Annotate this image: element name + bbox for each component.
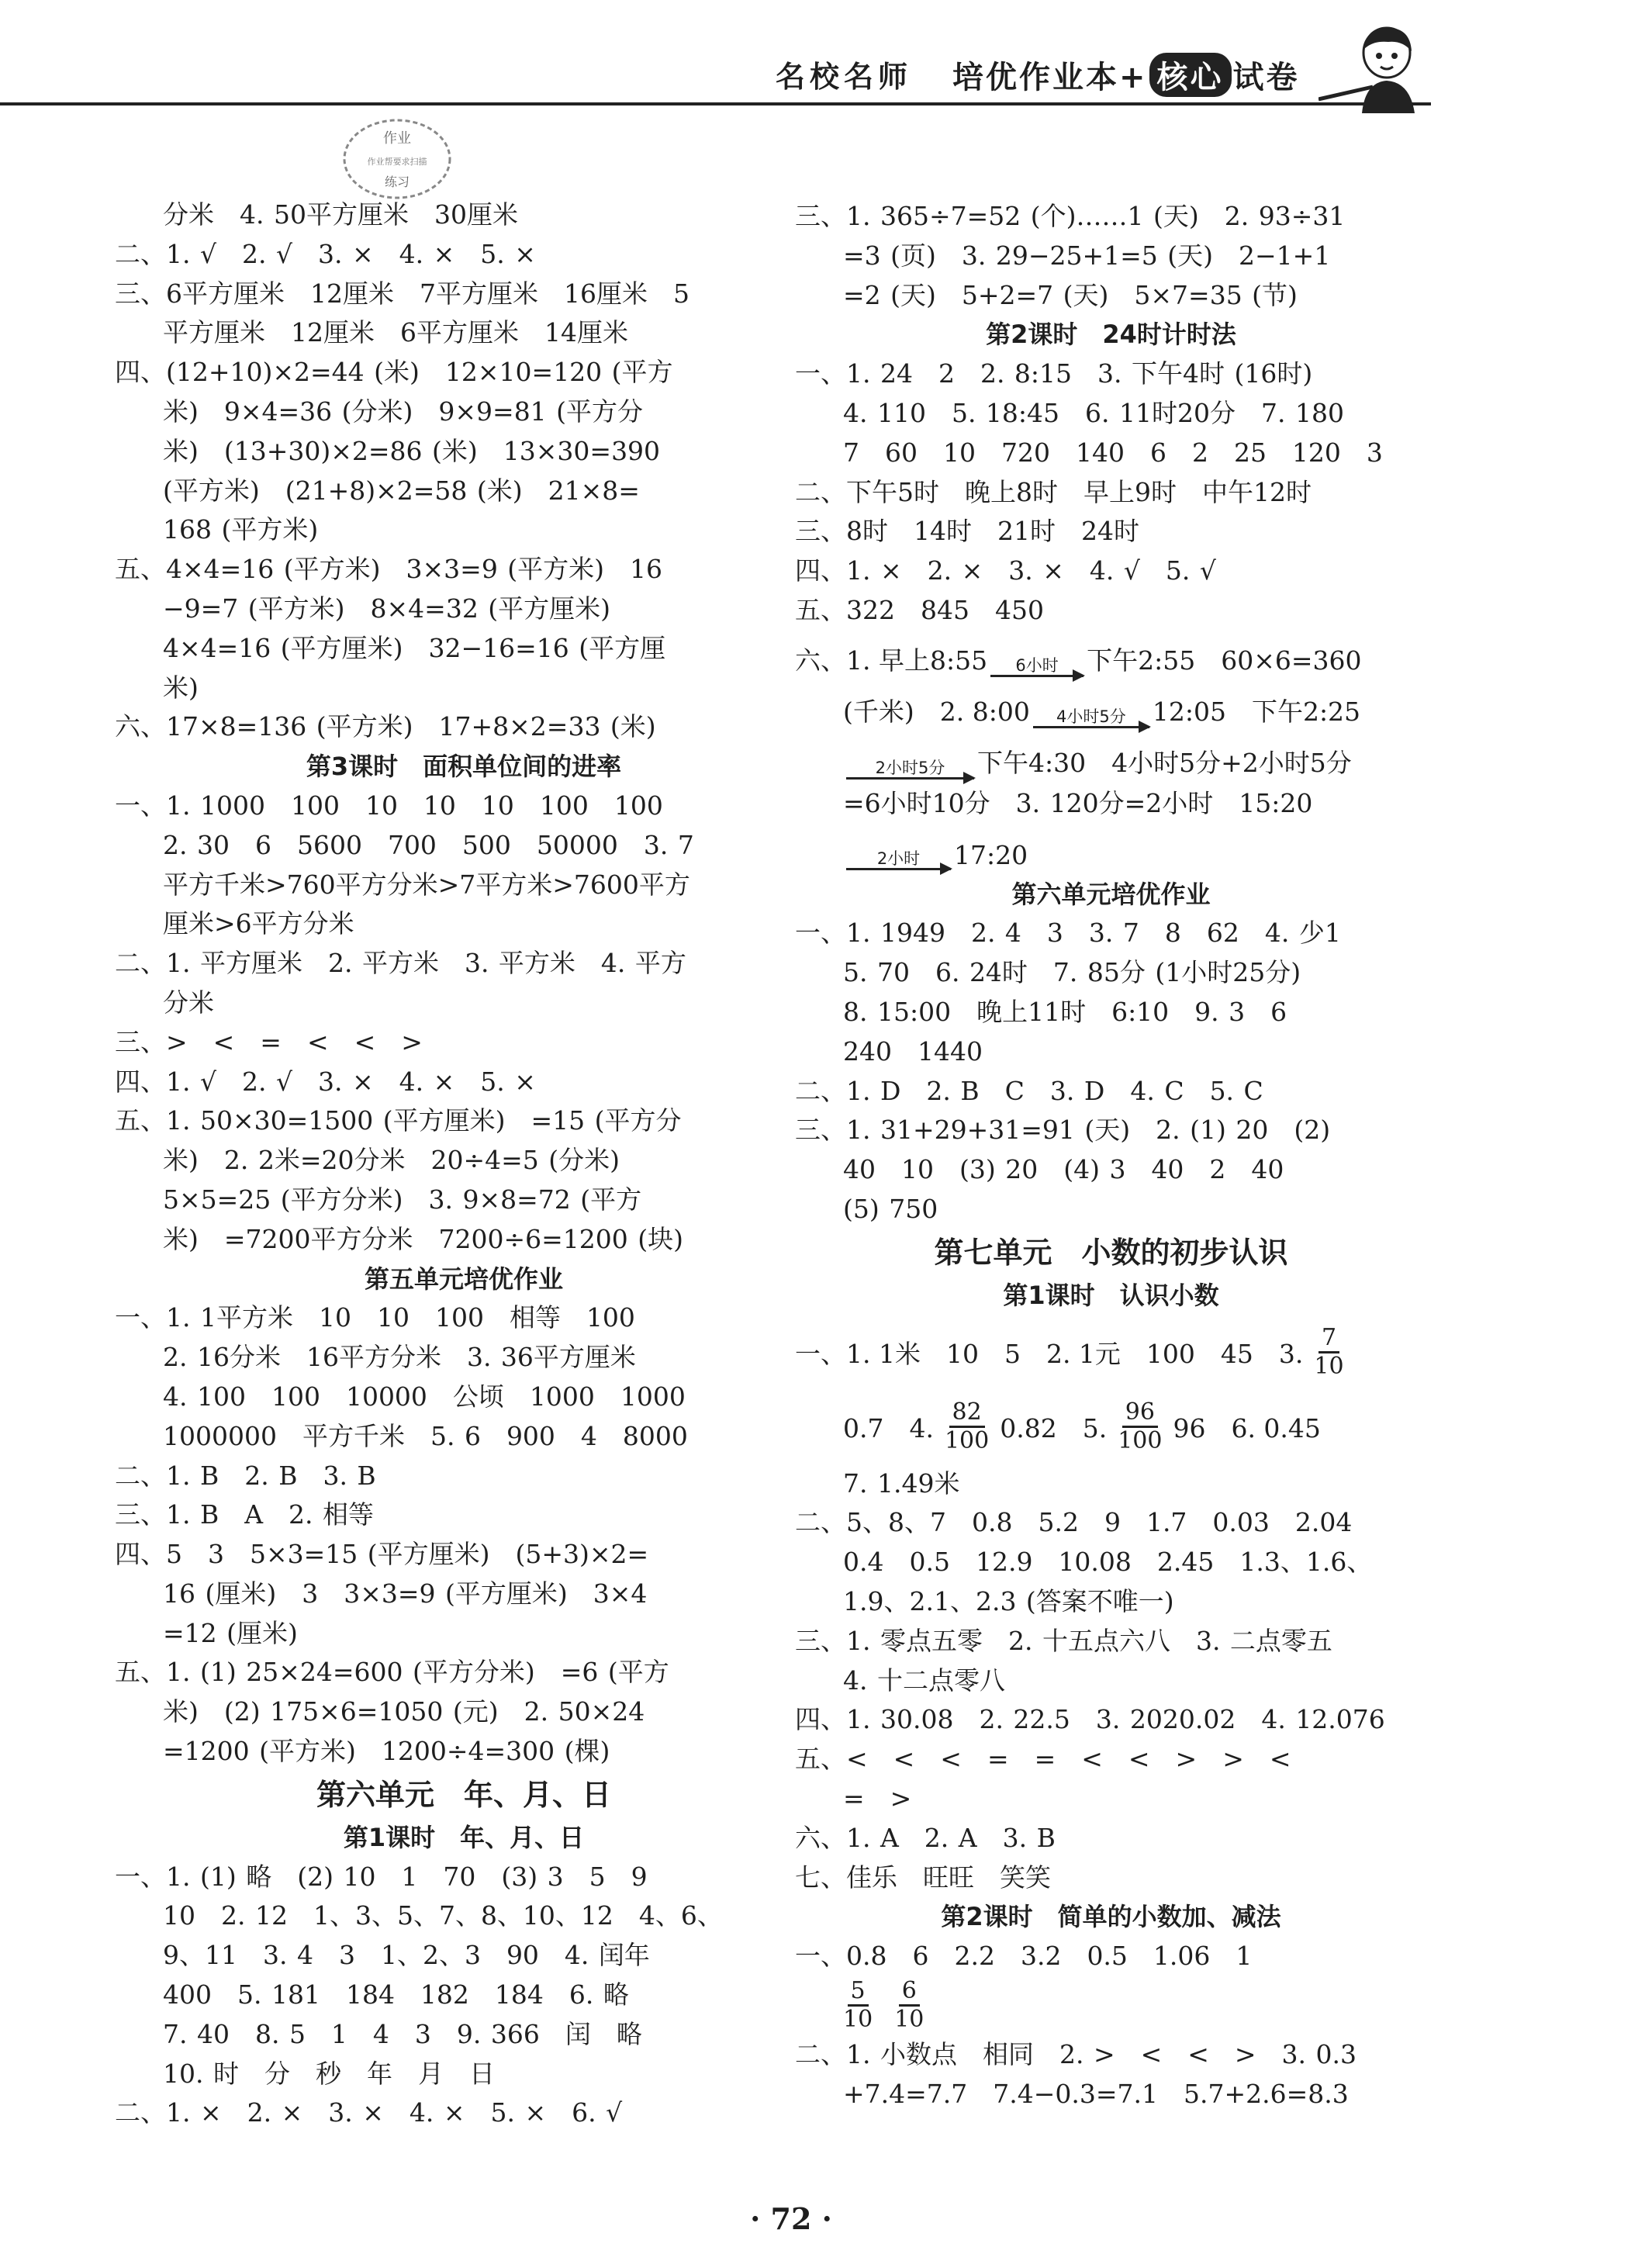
answer-text: 17:20 <box>954 839 1028 870</box>
fraction <box>843 1978 873 2033</box>
answer-line: 168 (平方米) <box>163 514 319 545</box>
answer-text: (千米) 2. 8:00 <box>843 696 1030 727</box>
answer-line: 7. 1.49米 <box>843 1468 960 1499</box>
answer-line: 一、1. 1000 100 10 10 10 100 100 <box>115 790 663 821</box>
answer-line: 10 2. 12 1、3、5、7、8、10、12 4、6、 <box>163 1900 723 1931</box>
answer-line: 六、17×8=136 (平方米) 17+8×2=33 (米) <box>115 711 656 742</box>
answer-line: 平方千米>760平方分米>7平方米>7600平方 <box>163 869 690 900</box>
answer-line: 二、1. 小数点 相同 2. > < < > 3. 0.3 <box>795 2038 1357 2069</box>
answer-line: 四、1. 30.08 2. 22.5 3. 2020.02 4. 12.076 <box>795 1704 1385 1735</box>
fraction-numerator: 7 <box>1318 1325 1339 1353</box>
section-heading: 第1课时 年、月、日 <box>343 1822 585 1852</box>
answer-text: 下午2:55 60×6=360 <box>1087 645 1362 676</box>
answer-line: =6小时10分 3. 120分=2小时 15:20 <box>843 787 1313 818</box>
answer-line: 五、< < < = = < < > > < <box>795 1744 1291 1775</box>
answer-line: =2 (天) 5+2=7 (天) 5×7=35 (节) <box>843 279 1298 310</box>
header-brand: 名校名师 <box>776 60 913 94</box>
answer-line <box>795 733 1427 784</box>
stamp-line1: 作业 <box>383 130 411 147</box>
answer-line: 三、1. 31+29+31=91 (天) 2. (1) 20 (2) <box>795 1115 1331 1146</box>
answer-line: 二、下午5时 晚上8时 早上9时 中午12时 <box>795 476 1312 507</box>
answer-line: 二、1. D 2. B C 3. D 4. C 5. C <box>795 1075 1263 1106</box>
answer-line: 400 5. 181 184 182 184 6. 略 <box>163 1979 629 2010</box>
answer-line: 10. 时 分 秒 年 月 日 <box>163 2058 495 2089</box>
answer-line: 二、5、8、7 0.8 5.2 9 1.7 0.03 2.04 <box>795 1507 1353 1538</box>
arrow-icon <box>1033 707 1149 728</box>
answer-line: 二、1. B 2. B 3. B <box>115 1460 376 1491</box>
answer-line: 米) =7200平方分米 7200÷6=1200 (块) <box>163 1223 684 1254</box>
answer-line: 三、1. 365÷7=52 (个)……1 (天) 2. 93÷31 <box>795 201 1346 231</box>
arrow-icon <box>990 656 1083 677</box>
answer-line: 四、5 3 5×3=15 (平方厘米) (5+3)×2= <box>115 1539 649 1570</box>
answer-text: 0.7 4. <box>843 1413 934 1444</box>
answer-line: 4. 100 100 10000 公顷 1000 1000 <box>163 1381 686 1412</box>
fraction <box>894 1978 924 2033</box>
answer-text: 下午4:30 4小时5分+2小时5分 <box>977 747 1352 778</box>
arrow-label: 6小时 <box>1015 655 1059 675</box>
answer-line: 16 (厘米) 3 3×3=9 (平方厘米) 3×4 <box>163 1578 648 1609</box>
answer-line: 二、1. √ 2. √ 3. × 4. × 5. × <box>115 238 536 269</box>
arrow-label: 4小时5分 <box>1056 707 1126 726</box>
answer-line: 二、1. 平方厘米 2. 平方米 3. 平方米 4. 平方 <box>115 948 686 979</box>
page-number: · 72 · <box>750 2201 832 2236</box>
answer-line: 三、8时 14时 21时 24时 <box>795 516 1139 547</box>
fraction-denominator: 10 <box>843 2006 873 2034</box>
answer-line: 一、1. 1平方米 10 10 100 相等 100 <box>115 1302 635 1333</box>
answer-line: 四、1. × 2. × 3. × 4. √ 5. √ <box>795 555 1216 586</box>
answer-line: 5×5=25 (平方分米) 3. 9×8=72 (平方 <box>163 1184 642 1215</box>
answer-line: (5) 750 <box>843 1193 938 1224</box>
answer-line: 三、6平方厘米 12厘米 7平方厘米 16厘米 5 <box>115 278 689 309</box>
answer-line <box>795 682 1427 733</box>
answer-line: = > <box>843 1782 912 1813</box>
section-heading: 第2课时 简单的小数加、减法 <box>941 1902 1281 1932</box>
answer-line <box>795 1315 1427 1390</box>
arrow-label: 2小时5分 <box>875 758 945 777</box>
arrow-shaft <box>846 777 974 780</box>
answer-line: 三、1. B A 2. 相等 <box>115 1499 375 1530</box>
answer-line: 240 1440 <box>843 1035 983 1067</box>
answer-line: 五、322 845 450 <box>795 594 1044 625</box>
answer-line: 8. 15:00 晚上11时 6:10 9. 3 6 <box>843 996 1287 1027</box>
answer-line: 7. 40 8. 5 1 4 3 9. 366 闰 略 <box>163 2018 642 2049</box>
header-title-pre: 培优作业本+ <box>952 60 1148 95</box>
answer-line: 三、1. 零点五零 2. 十五点六八 3. 二点零五 <box>795 1625 1332 1656</box>
fraction-denominator: 10 <box>1314 1353 1344 1381</box>
answer-line: 7 60 10 720 140 6 2 25 120 3 <box>843 437 1383 468</box>
answer-line: 四、(12+10)×2=44 (米) 12×10=120 (平方 <box>115 357 673 388</box>
arrow-shaft <box>990 675 1083 677</box>
fraction-numerator: 96 <box>1122 1399 1158 1428</box>
answer-line: 平方厘米 12厘米 6平方厘米 14厘米 <box>163 317 628 348</box>
answer-line: 4. 十二点零八 <box>843 1665 1005 1696</box>
fraction-numerator: 82 <box>949 1399 985 1428</box>
answer-line: 五、4×4=16 (平方米) 3×3=9 (平方米) 16 <box>115 554 663 585</box>
answer-line: 五、1. (1) 25×24=600 (平方分米) =6 (平方 <box>115 1657 669 1688</box>
header-rule <box>0 102 1431 105</box>
unit-heading: 第七单元 小数的初步认识 <box>934 1235 1288 1270</box>
fraction <box>1118 1399 1162 1454</box>
answer-text: 0.82 5. <box>1000 1413 1108 1444</box>
answer-line: 一、0.8 6 2.2 3.2 0.5 1.06 1 <box>795 1941 1253 1972</box>
answer-line: 分米 4. 50平方厘米 30厘米 <box>163 199 518 230</box>
answer-line: +7.4=7.7 7.4−0.3=7.1 5.7+2.6=8.3 <box>843 2078 1349 2109</box>
unit-heading: 第六单元 年、月、日 <box>316 1777 611 1812</box>
answer-line <box>795 1976 1427 2035</box>
answer-line: 三、> < = < < > <box>115 1026 423 1057</box>
homework-stamp <box>340 115 454 204</box>
answer-line: −9=7 (平方米) 8×4=32 (平方厘米) <box>163 593 611 624</box>
answer-line: 七、佳乐 旺旺 笑笑 <box>795 1862 1051 1893</box>
fraction-numerator: 5 <box>848 1978 869 2007</box>
answer-line: 1000000 平方千米 5. 6 900 4 8000 <box>163 1420 688 1451</box>
answer-line: 2. 30 6 5600 700 500 50000 3. 7 <box>163 829 694 860</box>
answer-line: 一、1. 24 2 2. 8:15 3. 下午4时 (16时) <box>795 358 1313 389</box>
answer-line: 六、1. A 2. A 3. B <box>795 1822 1056 1853</box>
arrow-shaft <box>1033 726 1149 728</box>
stamp-line2: 作业帮要求扫描 <box>367 157 427 167</box>
answer-line: 四、1. √ 2. √ 3. × 4. × 5. × <box>115 1066 536 1097</box>
answer-line: =3 (页) 3. 29−25+1=5 (天) 2−1+1 <box>843 240 1331 271</box>
answer-line: 米) 9×4=36 (分米) 9×9=81 (平方分 <box>163 396 644 427</box>
arrow-icon <box>846 849 951 870</box>
arrow-icon <box>846 759 974 780</box>
answer-line: 二、1. × 2. × 3. × 4. × 5. × 6. √ <box>115 2097 623 2128</box>
left-column <box>115 195 813 2133</box>
answer-line <box>795 824 1427 875</box>
answer-line <box>795 631 1427 682</box>
arrow-shaft <box>846 868 951 870</box>
answer-line: 5. 70 6. 24时 7. 85分 (1小时25分) <box>843 957 1301 988</box>
answer-text: 六、1. 早上8:55 <box>795 645 988 676</box>
arrow-label: 2小时 <box>876 849 921 868</box>
answer-line: 9、11 3. 4 3 1、2、3 90 4. 闰年 <box>163 1940 650 1971</box>
section-heading: 第3课时 面积单位间的进率 <box>306 752 622 782</box>
answer-line: 40 10 (3) 20 (4) 3 40 2 40 <box>843 1154 1284 1185</box>
fraction <box>945 1399 989 1454</box>
answer-line: 米) 2. 2米=20分米 20÷4=5 (分米) <box>163 1145 620 1176</box>
section-heading: 第六单元培优作业 <box>1011 879 1211 909</box>
answer-line: 1.9、2.1、2.3 (答案不唯一) <box>843 1585 1174 1616</box>
answer-line: 4. 110 5. 18:45 6. 11时20分 7. 180 <box>843 397 1344 428</box>
answer-line: =12 (厘米) <box>163 1617 298 1648</box>
answer-line: 米) <box>163 672 199 703</box>
header-title-post: 试卷 <box>1232 60 1300 95</box>
answer-line: 2. 16分米 16平方分米 3. 36平方厘米 <box>163 1342 636 1373</box>
answer-line: 米) (13+30)×2=86 (米) 13×30=390 <box>163 435 661 466</box>
answer-line: 分米 <box>163 987 214 1018</box>
right-column <box>795 197 1427 2114</box>
answer-line: 4×4=16 (平方厘米) 32−16=16 (平方厘 <box>163 632 666 663</box>
answer-line: (平方米) (21+8)×2=58 (米) 21×8= <box>163 475 640 506</box>
answer-line: 厘米>6平方分米 <box>163 908 354 939</box>
teacher-figure-icon <box>1318 22 1443 115</box>
fraction <box>1314 1325 1343 1380</box>
answer-line: 一、1. 1949 2. 4 3 3. 7 8 62 4. 少1 <box>795 918 1341 949</box>
section-heading: 第五单元培优作业 <box>364 1264 563 1294</box>
answer-line: =1200 (平方米) 1200÷4=300 (棵) <box>163 1736 610 1767</box>
header-title <box>952 53 1300 97</box>
answer-text: 一、1. 1米 10 5 2. 1元 100 45 3. <box>795 1339 1304 1370</box>
fraction-denominator: 100 <box>1118 1427 1163 1455</box>
fraction-denominator: 100 <box>944 1427 990 1455</box>
answer-line: 米) (2) 175×6=1050 (元) 2. 50×24 <box>163 1696 645 1727</box>
answer-line: 一、1. (1) 略 (2) 10 1 70 (3) 3 5 9 <box>115 1861 648 1892</box>
answer-line: 五、1. 50×30=1500 (平方厘米) =15 (平方分 <box>115 1105 682 1136</box>
fraction-denominator: 10 <box>894 2006 924 2034</box>
section-heading: 第2课时 24时计时法 <box>986 320 1236 350</box>
answer-line: 0.4 0.5 12.9 10.08 2.45 1.3、1.6、 <box>843 1547 1373 1578</box>
header-title-highlight: 核心 <box>1149 53 1232 97</box>
answer-text: 12:05 下午2:25 <box>1152 696 1361 727</box>
answer-text: 96 6. 0.45 <box>1173 1413 1321 1444</box>
stamp-line3: 练习 <box>384 175 410 189</box>
answer-line <box>795 1390 1427 1464</box>
section-heading: 第1课时 认识小数 <box>1003 1280 1219 1310</box>
fraction-numerator: 6 <box>899 1978 920 2007</box>
